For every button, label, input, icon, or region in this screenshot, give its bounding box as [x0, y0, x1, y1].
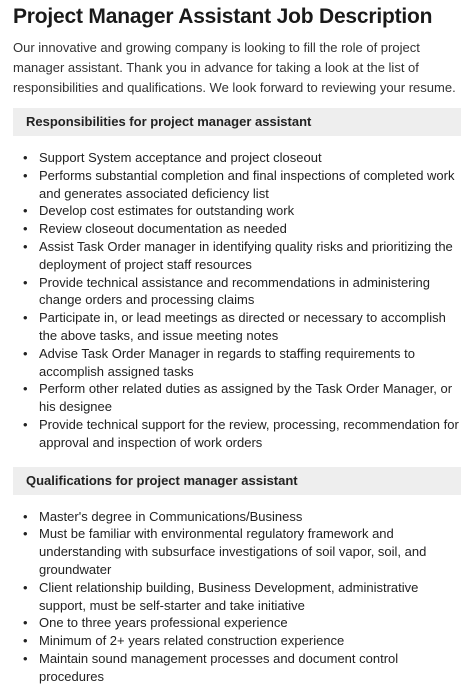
list-item-text: Develop cost estimates for outstanding work [39, 203, 295, 219]
intro-paragraph: Our innovative and growing company is looking to fill the role of project manager assistant. Thank you in advance for taking a look at the list of responsibilities and qualifications. We look forward to reviewing your resume. [13, 40, 456, 95]
list-item-text: Provide technical support for the review, processing, recommendation for approval and inspection of work orders [39, 416, 459, 450]
list-item-text: Client relationship building, Business Development, administrative support, must be self-starter and take initiative [39, 579, 419, 613]
bullet-icon: • [23, 274, 28, 290]
bullet-icon: • [23, 167, 28, 183]
bullet-icon: • [23, 526, 28, 542]
bullet-icon: • [23, 345, 28, 361]
bullet-icon: • [23, 221, 28, 237]
list-item-text: One to three years professional experience [39, 615, 288, 631]
list-item-text: Advise Task Order Manager in regards to staffing requirements to accomplish assigned tasks [39, 345, 415, 379]
list-item-text: Support System acceptance and project closeout [39, 150, 322, 165]
bullet-icon: • [23, 579, 28, 595]
list-item [13, 525, 461, 578]
list-item [13, 614, 461, 632]
bullet-icon: • [23, 150, 28, 165]
list-item [13, 632, 461, 650]
list-item [13, 416, 461, 452]
bullet-icon: • [23, 310, 28, 326]
bullet-icon: • [23, 615, 28, 631]
list-item [13, 309, 461, 345]
list-item [13, 202, 461, 220]
responsibilities-list [13, 149, 461, 452]
list-item-text: Provide technical assistance and recommendations in administering change orders and processing claims [39, 274, 430, 308]
bullet-icon: • [23, 416, 28, 432]
list-item [13, 380, 461, 416]
bullet-icon: • [23, 508, 28, 524]
list-item-text: Assist Task Order manager in identifying quality risks and prioritizing the deployment of project staff resources [39, 238, 453, 272]
list-item-text: Review closeout documentation as needed [39, 221, 287, 237]
qualifications-list [13, 508, 461, 686]
list-item-text: Must be familiar with environmental regulatory framework and understanding with subsurface investigations of soil vapor, soil, and groundwater [39, 526, 427, 577]
list-item [13, 220, 461, 238]
list-item [13, 650, 461, 686]
list-item [13, 167, 461, 203]
list-item [13, 345, 461, 381]
list-item [13, 508, 461, 526]
list-item [13, 274, 461, 310]
list-item-text: Maintain sound management processes and document control procedures [39, 650, 399, 684]
bullet-icon: • [23, 381, 28, 397]
list-item-text: Performs substantial completion and final inspections of completed work and generates associated deficiency list [39, 167, 455, 201]
list-item [13, 149, 461, 167]
bullet-icon: • [23, 238, 28, 254]
bullet-icon: • [23, 633, 28, 649]
list-item [13, 238, 461, 274]
bullet-icon: • [23, 203, 28, 219]
qualifications-heading: Qualifications for project manager assistant [13, 467, 461, 495]
responsibilities-heading: Responsibilities for project manager assistant [13, 108, 461, 136]
list-item [13, 579, 461, 615]
list-item-text: Minimum of 2+ years related construction experience [39, 633, 345, 649]
list-item-text: Perform other related duties as assigned by the Task Order Manager, or his designee [39, 381, 453, 415]
list-item-text: Participate in, or lead meetings as directed or necessary to accomplish the above tasks, and issue meeting notes [39, 310, 446, 343]
list-item-text: Master's degree in Communications/Business [39, 508, 303, 524]
page-title: Project Manager Assistant Job Description [13, 5, 433, 28]
bullet-icon: • [23, 650, 28, 666]
